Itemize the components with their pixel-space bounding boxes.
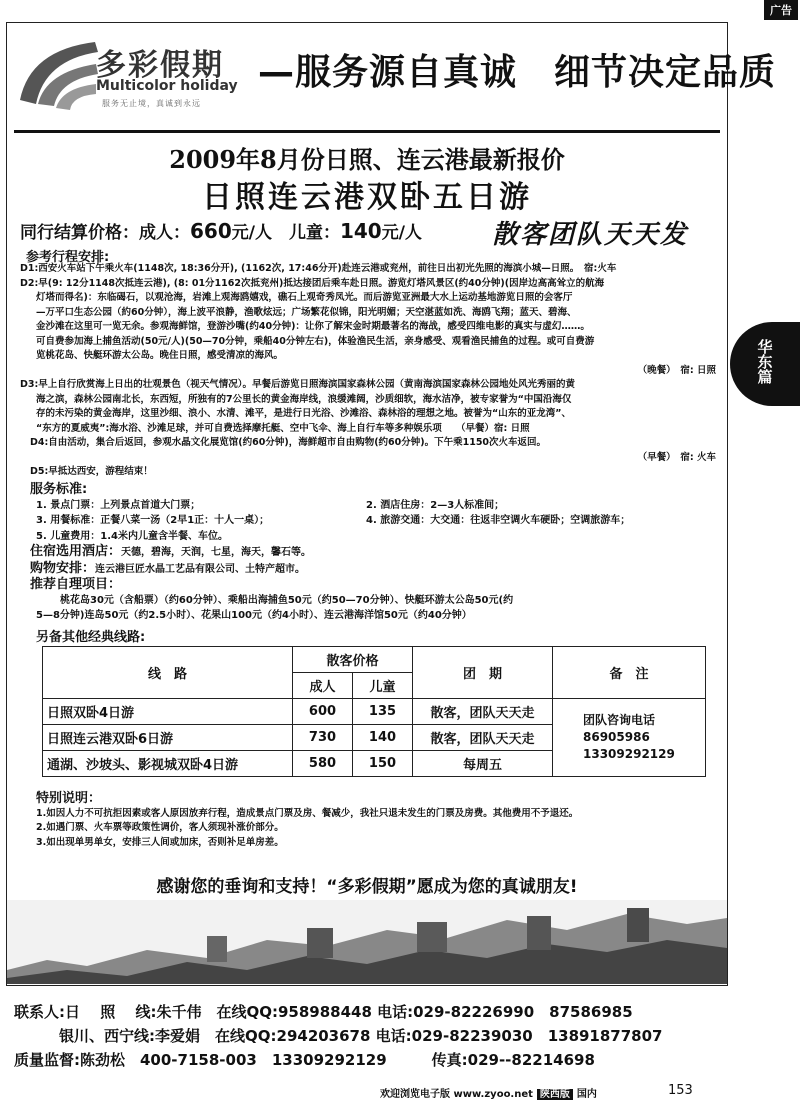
routes-heading: 另备其他经典线路: — [36, 630, 146, 645]
route-child: 135 — [353, 699, 413, 725]
service-item: 5. 儿童费用：1.4米内儿童含半餐、车位。 — [36, 530, 228, 542]
itinerary-line: 金沙滩在这里可一览无余。参观海鲜馆，登游沙嘴(约40分钟)：让你了解宋金时期最著名的海战，感受四维电影的真实与虚幻……。 — [36, 321, 590, 332]
region-tab-char: 篇 — [757, 368, 773, 386]
region-tab — [730, 322, 800, 406]
optional-items: 桃花岛30元（含船票）（约60分钟）、乘船出海捕鱼50元（约50—70分钟）、快艇环游太公岛50元(约 — [60, 594, 514, 606]
itinerary-meal: （晚餐） 宿: 日照 — [637, 364, 716, 376]
route-name: 日照连云港双卧6日游 — [43, 725, 293, 751]
itinerary-heading: 参考行程安排: — [26, 250, 110, 265]
service-item: 1. 景点门票：上列景点首道大门票； — [36, 499, 201, 511]
region-tab-char: 华 — [757, 338, 773, 356]
service-item: 2. 酒店住房：2—3人标准间； — [366, 499, 505, 511]
col-note: 备 注 — [553, 647, 706, 699]
itinerary-day: D3:早上自行欣赏海上日出的壮观景色（视天气情况）。早餐后游览日照海滨国家森林公园（黄南海滨国家森林公园地处风光秀丽的黄 — [20, 379, 576, 390]
logo-tagline: 服务无止境，真诚到永远 — [102, 99, 201, 108]
col-route: 线 路 — [43, 647, 293, 699]
route-adult: 580 — [293, 751, 353, 777]
itinerary-day: D5:早抵达西安，游程结束！ — [30, 466, 153, 477]
contact-block — [14, 1000, 663, 1072]
route-child: 140 — [353, 725, 413, 751]
contact-line: 联系人:日 照 线:朱千伟 在线QQ:958988448 电话:029-82226990 87586985 — [14, 1003, 633, 1021]
table-row — [43, 699, 706, 725]
notice-heading: 特别说明： — [36, 791, 102, 806]
route-note — [553, 699, 706, 777]
itinerary-line: —万平口生态公园（約60分钟），海上波平浪静，渔歌炫远；广场繁花似锦，阳光明媚；天空湛蓝如洗、海鸥飞翔；蓝天、碧海、 — [36, 306, 577, 318]
note-label: 团队咨询电话 — [583, 713, 656, 727]
slogan: —服务源自真诚 细节决定品质 — [258, 52, 777, 93]
child-unit: 元/人 — [381, 223, 422, 243]
route-adult: 600 — [293, 699, 353, 725]
route-schedule: 散客，团队天天走 — [413, 725, 553, 751]
adult-unit: 元/人 儿童： — [231, 223, 340, 243]
region-tab-char: 东 — [757, 353, 773, 371]
footer-region: 国内 — [576, 1089, 597, 1100]
title-line2: 日照连云港双卧五日游 — [202, 180, 532, 215]
notice-section — [36, 792, 716, 850]
notice-item: 3.如出现单男单女，安排三人间或加床，否则补足单房差。 — [36, 836, 284, 848]
route-schedule: 每周五 — [413, 751, 553, 777]
itinerary-day: D4:自由活动，集合后返回，参观水晶文化展览馆(约60分钟)，海鲜超市自由购物(约60分钟)。下午乘1150次火车返回。 — [30, 437, 547, 448]
title-line1: 2009年8月份日照、连云港最新报价 — [169, 145, 565, 174]
edition-badge: 陕西版 — [537, 1089, 573, 1100]
logo-english: Multicolor holiday — [96, 78, 238, 94]
adult-price: 660 — [190, 219, 232, 243]
shop-list: 连云港巨匠水晶工艺品有限公司、土特产超市。 — [95, 563, 306, 575]
col-price: 散客价格 — [293, 647, 413, 673]
price-line — [20, 218, 422, 243]
service-heading: 服务标准: — [30, 482, 88, 497]
page-number: 153 — [668, 1083, 693, 1098]
col-adult: 成人 — [293, 673, 353, 699]
optional-items: 5—8分钟)连岛50元（约2.5小时）、花果山100元（约4小时）、连云港海洋馆50元（约40分钟） — [36, 610, 472, 621]
itinerary — [20, 262, 716, 480]
itinerary-line: 览桃花岛、快艇环游太公岛。晚住日照，感受清凉的海风。 — [36, 350, 284, 361]
service-item: 3. 用餐标准：正餐八菜一汤（2早1正：十人一桌）； — [36, 515, 270, 526]
note-phone: 86905986 — [583, 730, 650, 744]
thanks-message: 感谢您的垂询和支持！“多彩假期”愿成为您的真诚朋友! — [156, 877, 578, 897]
contact-line: 质量监督:陈劲松 400-7158-003 13309292129 传真:029--82214698 — [14, 1051, 595, 1069]
notice-item: 1.如因人力不可抗拒因素或客人原因放弃行程，造成景点门票及房、餐减少，我社只退未发生的门票及房费。其他费用不予退还。 — [36, 807, 579, 819]
route-name: 通湖、沙坡头、影视城双卧4日游 — [43, 751, 293, 777]
optional-label: 推荐自理项目： — [30, 577, 122, 592]
logo-name: 多彩假期 — [96, 48, 224, 83]
contact-line: 银川、西宁线:李爱娟 在线QQ:294203678 电话:029-82239030 13891877807 — [14, 1027, 663, 1045]
service-section — [30, 482, 716, 624]
ad-tag: 广告 — [764, 0, 798, 20]
itinerary-meal: （早餐） 宿: 火车 — [637, 451, 716, 463]
shop-label: 购物安排： — [30, 560, 96, 576]
itinerary-line: 灯塔而得名)：东临碣石，以观沧海，岩滩上观海鸥嬉戏，礁石上观奇秀凤光。而后游览亚洲最大水上运动基地游览日照的会客厅 — [36, 292, 573, 303]
itinerary-line: 可自费参加海上捕鱼活动(50元/人)(50—70分钟，乘船40分钟左右)，体验渔民生活，亲身感受、观看渔民捕鱼的过程。或可自费游 — [36, 335, 595, 347]
itinerary-line: 海之滨，森林公园南北长，东西短，所独有的7公里长的黄金海岸线，浪缓滩阔，沙质细软，海水洁净，被专家誉为“中国沿海仅 — [36, 393, 572, 405]
header-divider — [14, 130, 720, 133]
footer — [380, 1085, 597, 1100]
route-schedule: 散客，团队天天走 — [413, 699, 553, 725]
daily-departure: 散客团队天天发 — [492, 220, 689, 250]
itinerary-day: D2:早(9: 12分1148次抵连云港), (8: 01分1162次抵兖州)抵达接团后乘车赴日照。游览灯塔风景区(约40分钟)(因岸边高高耸立的航海 — [20, 277, 605, 289]
service-item: 4. 旅游交通：大交通：往返非空调火车硬卧；空调旅游车； — [366, 515, 631, 526]
col-child: 儿童 — [353, 673, 413, 699]
itinerary-line: “东方的夏威夷”:海水浴、沙滩足球，并可自费选择摩托艇、空中飞伞、海上自行车等多种娱乐项 （早餐）宿: 日照 — [36, 422, 530, 434]
itinerary-line: 存的未污染的黄金海岸，这里沙细、浪小、水清、滩平，是进行日光浴、沙滩浴、森林浴的理想之地。被誉为“山东的亚龙湾”、 — [36, 408, 571, 419]
footer-text: 欢迎浏览电子版 www.zyoo.net — [380, 1089, 533, 1100]
itinerary-day: D1:西安火车站下午乘火车(1148次, 18:36分开), (1162次, 17:46分开)赴连云港或兖州，前往日出初光先照的海滨小城—日照。 宿:火车 — [20, 263, 617, 274]
route-adult: 730 — [293, 725, 353, 751]
col-schedule: 团 期 — [413, 647, 553, 699]
route-child: 150 — [353, 751, 413, 777]
hotel-label: 住宿选用酒店： — [30, 544, 122, 559]
child-price: 140 — [339, 219, 382, 243]
routes-table — [42, 646, 706, 777]
price-label: 同行结算价格：成人： — [20, 223, 190, 243]
route-name: 日照双卧4日游 — [43, 699, 293, 725]
note-phone: 13309292129 — [583, 747, 675, 761]
notice-item: 2.如遇门票、火车票等政策性调价，客人须现补涨价部分。 — [36, 822, 284, 833]
city-skyline-image — [7, 900, 727, 984]
hotel-list: 天德，碧海，天润，七星，海天，馨石等。 — [121, 547, 312, 558]
